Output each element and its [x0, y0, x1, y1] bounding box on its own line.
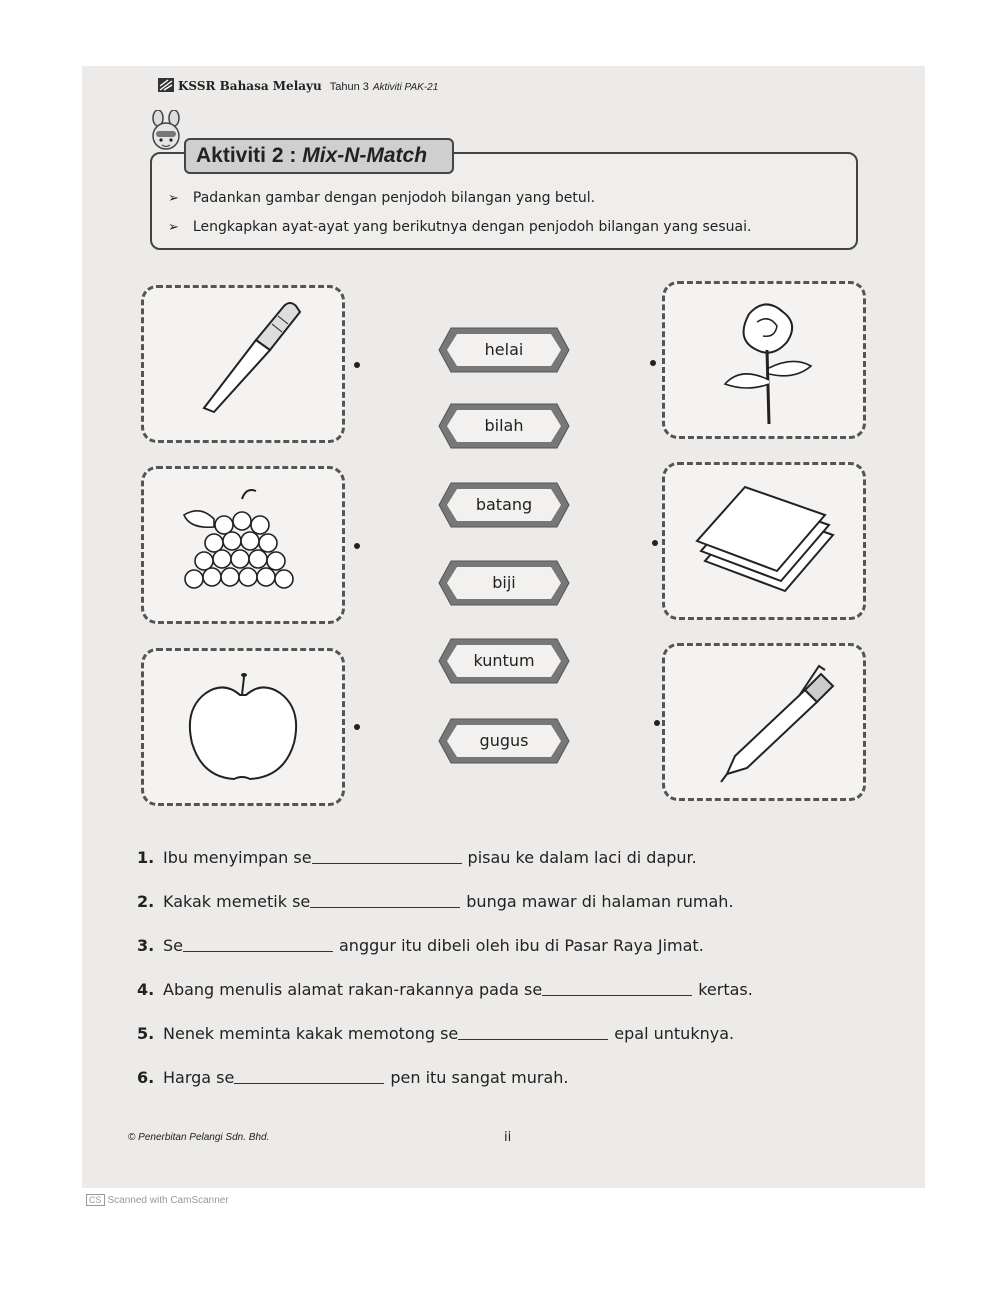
- instruction-item: ➢ Padankan gambar dengan penjodoh bilangan yang betul.: [168, 190, 596, 206]
- page-header: [158, 78, 438, 93]
- answer-blank[interactable]: [310, 892, 460, 908]
- picture-apple[interactable]: [141, 648, 345, 806]
- match-dot[interactable]: [354, 543, 360, 549]
- arrow-bullet-icon: ➢: [168, 191, 179, 206]
- arrow-bullet-icon: ➢: [168, 220, 179, 235]
- answer-blank[interactable]: [183, 936, 333, 952]
- book-logo-icon: [158, 78, 174, 92]
- word-option[interactable]: batang: [437, 481, 571, 529]
- rose-icon: [665, 284, 863, 436]
- camscanner-logo: CS: [86, 1194, 105, 1206]
- grapes-icon: [144, 469, 342, 621]
- page-number: ii: [504, 1130, 512, 1145]
- word-option[interactable]: gugus: [437, 717, 571, 765]
- answer-blank[interactable]: [542, 980, 692, 996]
- sentence-item: 3. Se anggur itu dibeli oleh ibu di Pasar Raya Jimat.: [137, 936, 704, 955]
- publisher-credit: © Penerbitan Pelangi Sdn. Bhd.: [128, 1132, 270, 1143]
- word-option[interactable]: biji: [437, 559, 571, 607]
- word-option[interactable]: kuntum: [437, 637, 571, 685]
- match-dot[interactable]: [654, 720, 660, 726]
- knife-icon: [144, 288, 342, 440]
- picture-grapes[interactable]: [141, 466, 345, 624]
- match-dot[interactable]: [354, 362, 360, 368]
- instruction-item: ➢ Lengkapkan ayat-ayat yang berikutnya dengan penjodoh bilangan yang sesuai.: [168, 219, 752, 235]
- word-option[interactable]: bilah: [437, 402, 571, 450]
- picture-pen[interactable]: [662, 643, 866, 801]
- match-dot[interactable]: [354, 724, 360, 730]
- picture-rose[interactable]: [662, 281, 866, 439]
- sentence-item: 2. Kakak memetik se bunga mawar di halaman rumah.: [137, 892, 734, 911]
- picture-paper[interactable]: [662, 462, 866, 620]
- picture-knife[interactable]: [141, 285, 345, 443]
- scanner-watermark: CS Scanned with CamScanner: [86, 1194, 229, 1206]
- activity-code: Aktiviti PAK-21: [372, 82, 439, 93]
- match-dot[interactable]: [650, 360, 656, 366]
- sentence-item: 1. Ibu menyimpan se pisau ke dalam laci di dapur.: [137, 848, 697, 867]
- apple-icon: [144, 651, 342, 803]
- paper-sheets-icon: [665, 465, 863, 617]
- activity-title: Aktiviti 2 : Mix-N-Match: [184, 138, 454, 174]
- sentence-item: 5. Nenek meminta kakak memotong se epal untuknya.: [137, 1024, 735, 1043]
- match-dot[interactable]: [652, 540, 658, 546]
- sentence-item: 4. Abang menulis alamat rakan-rakannya pada se kertas.: [137, 980, 753, 999]
- worksheet-page: [82, 66, 925, 1188]
- answer-blank[interactable]: [458, 1024, 608, 1040]
- book-year: Tahun 3: [329, 81, 369, 93]
- book-title: KSSR Bahasa Melayu: [178, 79, 322, 93]
- word-option[interactable]: helai: [437, 326, 571, 374]
- pen-icon: [665, 646, 863, 798]
- answer-blank[interactable]: [312, 848, 462, 864]
- sentence-item: 6. Harga se pen itu sangat murah.: [137, 1068, 569, 1087]
- answer-blank[interactable]: [234, 1068, 384, 1084]
